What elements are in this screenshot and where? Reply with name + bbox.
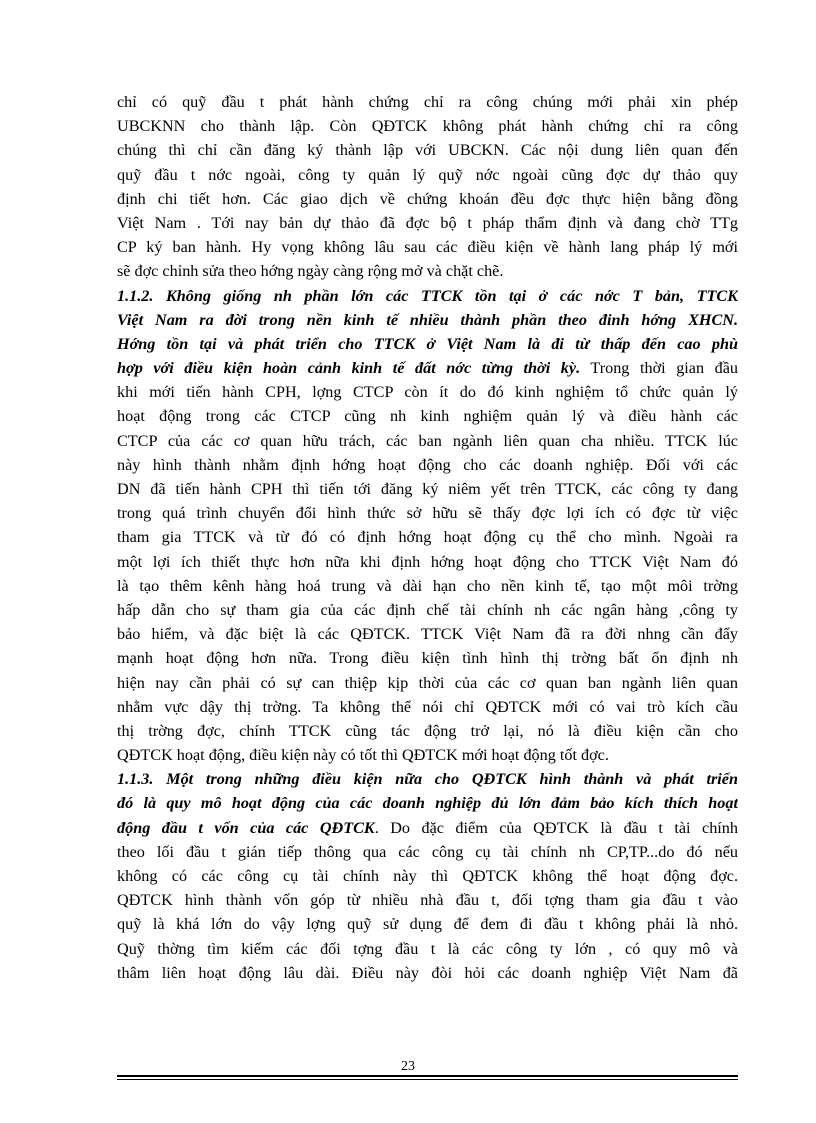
heading-text-line [117, 332, 738, 356]
body-text-line [117, 671, 738, 695]
footer-rule-thin [117, 1079, 738, 1080]
line-text: chỉ có quỹ đầu t phát hành chứng chỉ ra công chúng mới phải xin phép [117, 93, 738, 111]
body-text-line [117, 550, 738, 574]
line-text: Hớng tồn tại và phát triển cho TTCK ở Việt Nam là đi từ thấp đến cao phù [117, 334, 738, 353]
line-text: mạnh hoạt động hơn nữa. Trong điều kiện tình hình thị trờng bất ổn định nh [117, 649, 738, 668]
body-text-line [117, 453, 738, 477]
body-text-line [117, 574, 738, 598]
line-text: Việt Nam ra đời trong nền kinh tế nhiều thành phần theo đinh hớng XHCN. [117, 310, 738, 329]
body-text-line [117, 235, 738, 259]
body-text-line [117, 937, 738, 961]
line-text: một lợi ích thiết thực hơn nữa khi định hớng hoạt động cho TTCK Việt Nam đó [117, 552, 738, 571]
body-text-line [117, 380, 738, 404]
line-text: QĐTCK hoạt động, điều kiện này có tốt thì QĐTCK mới hoạt động tốt đợc. [117, 746, 609, 765]
line-tail-text: Trong thời gian đầu [580, 359, 738, 378]
body-text-line [117, 888, 738, 912]
line-text: trong quá trình chuyển đổi hình thức sở hữu sẽ thấy đợc lợi ích có đợc từ việc [117, 504, 738, 523]
line-text: quỹ là khá lớn do vậy lợng quỹ sử dụng để đem đi đầu t không phải là nhỏ. [117, 915, 738, 934]
body-text-line [117, 163, 738, 187]
line-text: động đầu t vốn của các QĐTCK [117, 818, 375, 837]
line-text: Quỹ thờng tìm kiếm các đối tợng đầu t là các công ty lớn , có quy mô và [117, 939, 738, 958]
body-text-line [117, 477, 738, 501]
line-text: QĐTCK hình thành vốn góp từ nhiều nhà đầu t, đối tợng tham gia đầu t vào [117, 891, 738, 910]
heading-text-line [117, 816, 738, 840]
body-text-line [117, 961, 738, 985]
line-text: nhằm vực dậy thị trờng. Ta không thể nói chỉ QĐTCK mới có vai trò kích cầu [117, 697, 738, 716]
body-text-line [117, 138, 738, 162]
line-text: khi mới tiến hành CPH, lợng CTCP còn ít do đó kinh nghiệm tổ chức quản lý [117, 383, 738, 402]
line-text: đó là quy mô hoạt động của các doanh nghiệp đủ lớn đảm bảo kích thích hoạt [117, 794, 738, 813]
line-text: CTCP của các cơ quan hữu trách, các ban ngành liên quan cha nhiều. TTCK lúc [117, 431, 738, 450]
body-text-line [117, 719, 738, 743]
heading-text-line [117, 284, 738, 308]
line-text: CP ký ban hành. Hy vọng không lâu sau các điều kiện về hành lang pháp lý mới [117, 238, 738, 257]
line-text: bảo hiểm, và đặc biệt là các QĐTCK. TTCK Việt Nam đã ra đời nhng cần đẩy [117, 625, 738, 644]
line-text: hiện nay cần phải có sự can thiệp kịp thời của các cơ quan ban ngành liên quan [117, 673, 738, 692]
body-text-line [117, 259, 738, 283]
line-text: định chi tiết hơn. Các giao dịch về chứng khoán đều đợc thực hiện bằng đồng [117, 189, 738, 208]
heading-text-line [117, 791, 738, 815]
body-text-line [117, 525, 738, 549]
line-text: thâm liên hoạt động lâu dài. Điều này đòi hỏi các doanh nghiệp Việt Nam đã [117, 963, 738, 982]
body-text-line [117, 598, 738, 622]
line-text: hoạt động trong các CTCP cũng nh kinh nghiệm quản lý và điều hành các [117, 407, 738, 426]
body-text-line [117, 211, 738, 235]
footer-rule-thick [117, 1075, 738, 1077]
line-text: chúng thì chỉ cần đăng ký thành lập với UBCKN. Các nội dung liên quan đến [117, 141, 738, 160]
line-text: sẽ đợc chỉnh sửa theo hớng ngày càng rộng mở và chặt chẽ. [117, 262, 504, 281]
body-text-line [117, 695, 738, 719]
line-text: 1.1.2. Không giống nh phần lớn các TTCK tồn tại ở các nớc T bản, TTCK [117, 286, 738, 305]
line-text: UBCKNN cho thành lập. Còn QĐTCK không phát hành chứng chỉ ra công [117, 117, 738, 136]
line-text: Việt Nam . Tới nay bản dự thảo đã đợc bộ t pháp thẩm định và đang chờ TTg [117, 213, 738, 232]
body-text-line [117, 114, 738, 138]
line-text: hợp với điều kiện hoàn cảnh kinh tế đất nớc từng thời kỳ. [117, 359, 581, 378]
body-text-line [117, 429, 738, 453]
body-text-line [117, 864, 738, 888]
document-body [117, 90, 738, 985]
body-text-line [117, 743, 738, 767]
line-text: không có các công cụ tài chính này thì QĐTCK không thể hoạt động đợc. [117, 867, 738, 885]
line-text: là tạo thêm kênh hàng hoá trung và dài hạn cho nền kinh tế, tạo một môi trờng [117, 576, 738, 595]
line-text: này hình thành nhằm định hớng hoạt động cho các doanh nghiệp. Đối với các [117, 455, 738, 474]
body-text-line [117, 646, 738, 670]
body-text-line [117, 404, 738, 428]
heading-text-line [117, 767, 738, 791]
heading-text-line [117, 356, 738, 380]
line-text: thị trờng đợc, chính TTCK cũng tác động trở lại, nó là điều kiện cần cho [117, 721, 738, 740]
body-text-line [117, 90, 738, 114]
line-text: DN đã tiến hành CPH thì tiến tới đăng ký niêm yết trên TTCK, các công ty đang [117, 480, 738, 498]
line-text: tham gia TTCK và từ đó có định hớng hoạt động cụ thể cho mình. Ngoài ra [117, 528, 738, 547]
line-tail-text: . Do đặc điểm của QĐTCK là đầu t tài chính [374, 818, 738, 837]
body-text-line [117, 912, 738, 936]
body-text-line [117, 622, 738, 646]
line-text: quỹ đầu t nớc ngoài, công ty quản lý quỹ nớc ngoài cũng đợc dự thảo quy [117, 165, 738, 184]
page-number: 23 [401, 1059, 415, 1074]
line-text: hấp dẫn cho sự tham gia của các định chế tài chính nh các ngân hàng ,công ty [117, 600, 738, 619]
line-text: 1.1.3. Một trong những điều kiện nữa cho QĐTCK hình thành và phát triển [117, 770, 738, 789]
body-text-line [117, 840, 738, 864]
heading-text-line [117, 308, 738, 332]
body-text-line [117, 187, 738, 211]
body-text-line [117, 501, 738, 525]
line-text: theo lối đầu t gián tiếp thông qua các công cụ tài chính nh CP,TP...do đó nếu [117, 842, 738, 861]
